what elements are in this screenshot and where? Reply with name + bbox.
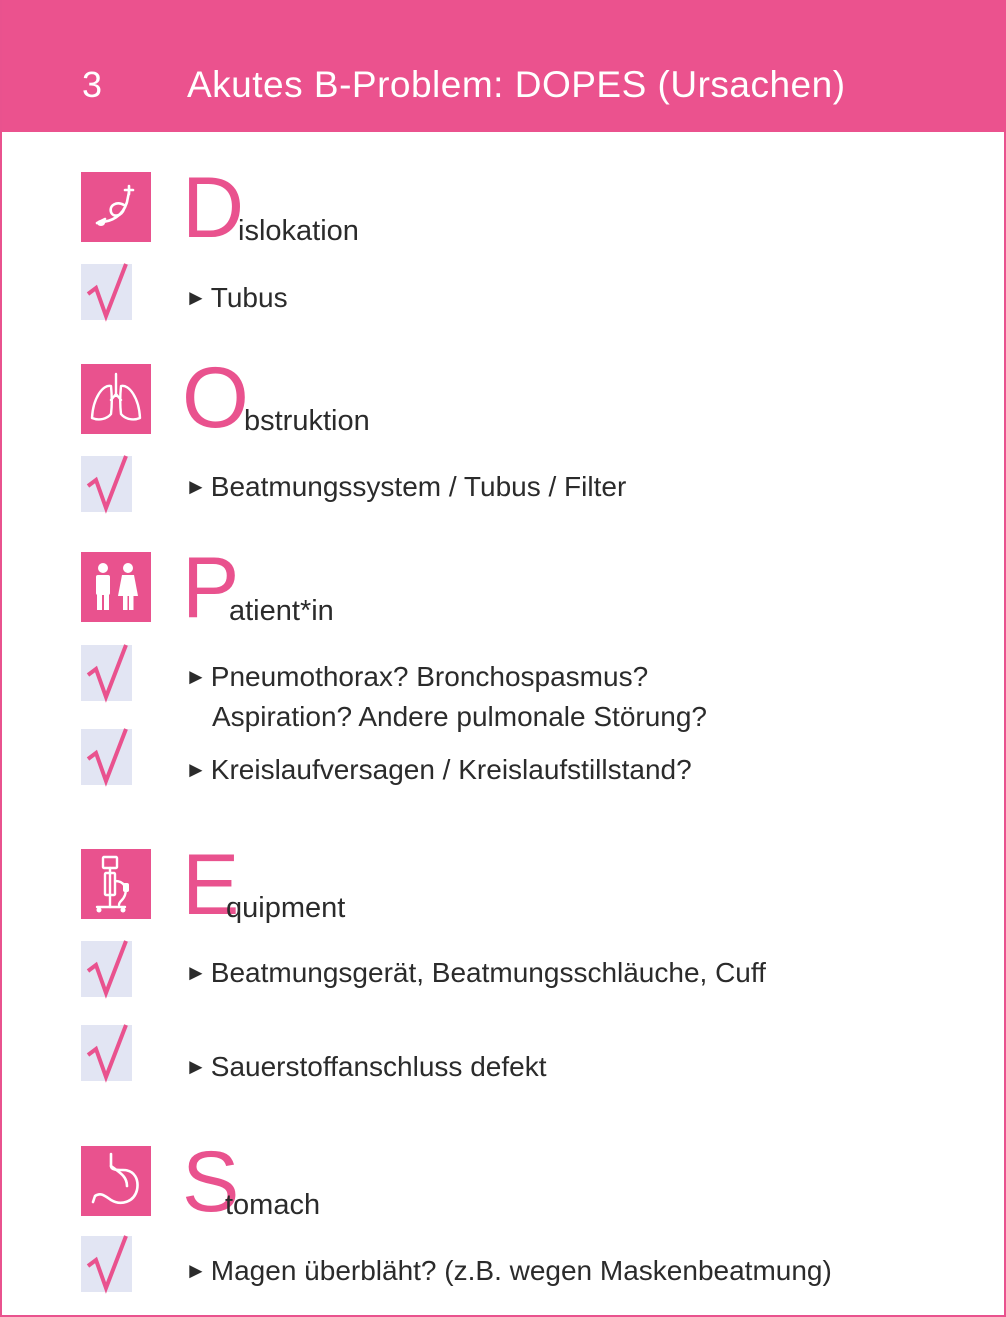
item-text-continued: Aspiration? Andere pulmonale Störung? (212, 701, 708, 732)
checkbox[interactable] (81, 941, 132, 997)
bullet-triangle-icon: ► (185, 960, 207, 985)
bullet-triangle-icon: ► (185, 1054, 207, 1079)
list-item (185, 467, 626, 507)
bullet-triangle-icon: ► (185, 664, 207, 689)
bullet-triangle-icon: ► (185, 474, 207, 499)
list-item (185, 278, 288, 318)
list-item (185, 1251, 832, 1291)
bullet-triangle-icon: ► (185, 757, 207, 782)
heading-rest: quipment (226, 892, 346, 924)
patients-icon (81, 552, 151, 622)
ventilator-icon (81, 849, 151, 919)
page-title: Akutes B-Problem: DOPES (Ursachen) (187, 64, 846, 105)
endotracheal-tube-icon (81, 172, 151, 242)
checkbox[interactable] (81, 456, 132, 512)
item-text: Magen überbläht? (z.B. wegen Maskenbeatmung) (210, 1255, 832, 1286)
section-number: 3 (82, 64, 103, 105)
heading-letter: D (182, 160, 245, 256)
checkbox[interactable] (81, 645, 132, 701)
item-text: Beatmungssystem / Tubus / Filter (210, 471, 627, 502)
checkbox[interactable] (81, 264, 132, 320)
heading-rest: islokation (238, 215, 359, 247)
item-text: Beatmungsgerät, Beatmungsschläuche, Cuff (210, 957, 766, 988)
heading-letter: P (182, 540, 240, 636)
heading-letter: S (182, 1134, 240, 1230)
heading-rest: tomach (225, 1189, 321, 1221)
stomach-icon (81, 1146, 151, 1216)
checkbox[interactable] (81, 1236, 132, 1292)
list-item (185, 657, 707, 737)
header-bar (2, 0, 1006, 132)
list-item (185, 750, 692, 790)
list-item (185, 1047, 546, 1087)
item-text: Sauerstoffanschluss defekt (210, 1051, 547, 1082)
checkbox[interactable] (81, 729, 132, 785)
heading-letter: E (182, 837, 240, 933)
heading-rest: bstruktion (244, 405, 370, 437)
heading-rest: atient*in (229, 595, 334, 627)
bullet-triangle-icon: ► (185, 285, 207, 310)
item-text: Kreislaufversagen / Kreislaufstillstand? (210, 754, 692, 785)
heading-letter: O (182, 350, 249, 446)
list-item (185, 953, 766, 993)
item-text: Tubus (210, 282, 288, 313)
bullet-triangle-icon: ► (185, 1258, 207, 1283)
checkbox[interactable] (81, 1025, 132, 1081)
item-text: Pneumothorax? Bronchospasmus? (210, 661, 649, 692)
lungs-icon (81, 364, 151, 434)
